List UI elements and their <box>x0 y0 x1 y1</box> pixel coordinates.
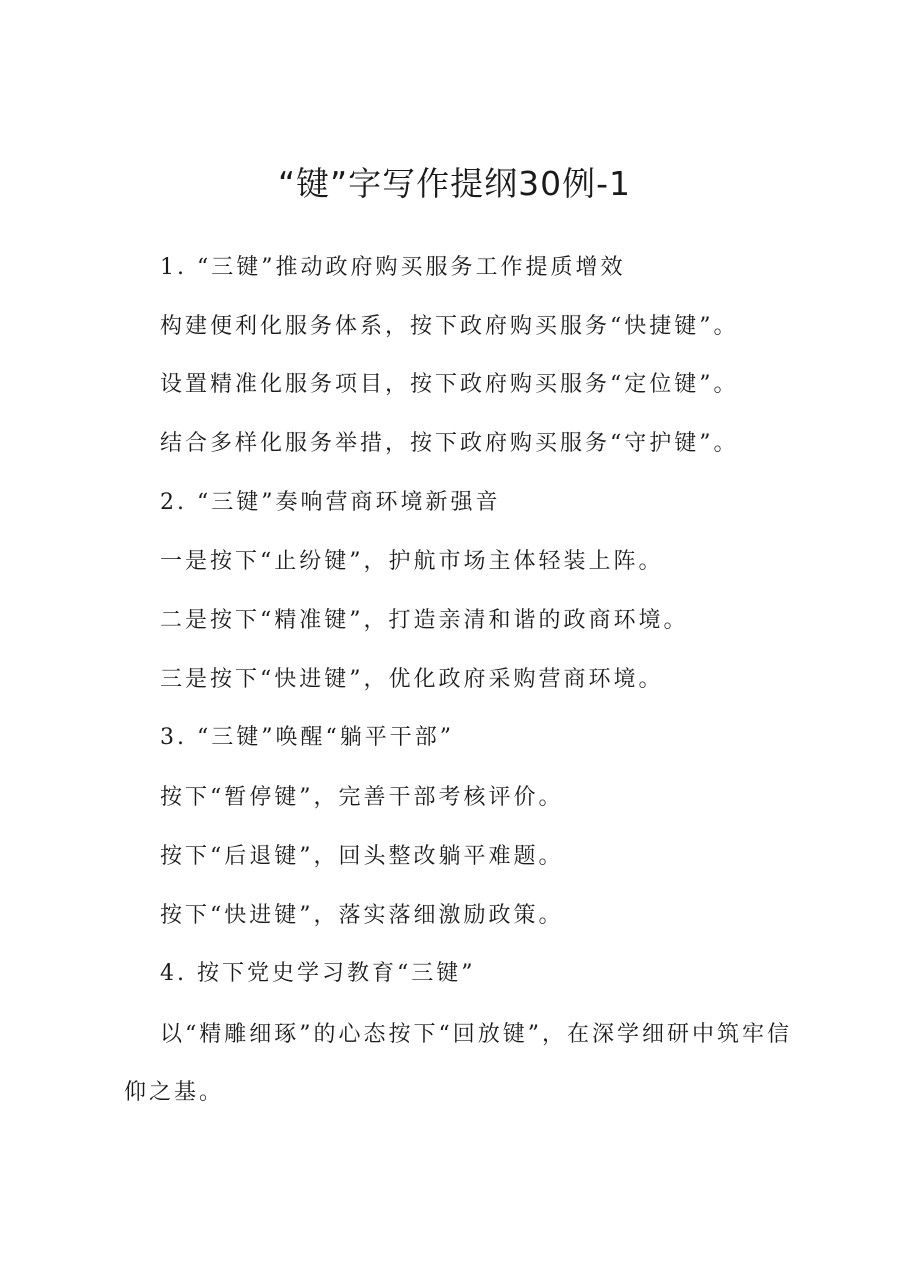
heading-3: 3. “三键”唤醒“躺平干部” <box>160 725 454 750</box>
paragraph-line: 构建便利化服务体系，按下政府购买服务“快捷键”。 <box>160 314 739 339</box>
paragraph-line: 一是按下“止纷键”，护航市场主体轻装上阵。 <box>160 549 664 574</box>
paragraph-line: 按下“快进键”，落实落细激励政策。 <box>160 903 564 928</box>
paragraph-line: 二是按下“精准键”，打造亲清和谐的政商环境。 <box>160 608 689 633</box>
heading-2: 2. “三键”奏响营商环境新强音 <box>160 490 501 515</box>
paragraph-line: 按下“暂停键”，完善干部考核评价。 <box>160 785 564 810</box>
final-paragraph: 以“精雕细琢”的心态按下“回放键”，在深学细研中筑牢信仰之基。 <box>124 1022 792 1105</box>
heading-4: 4. 按下党史学习教育“三键” <box>160 961 476 986</box>
paragraph-line: 按下“后退键”，回头整改躺平难题。 <box>160 844 564 869</box>
document-title: “键”字写作提纲30例-1 <box>277 164 632 203</box>
paragraph-line: 结合多样化服务举措，按下政府购买服务“守护键”。 <box>160 431 739 456</box>
paragraph-line: 三是按下“快进键”，优化政府采购营商环境。 <box>160 667 664 692</box>
paragraph-line: 设置精准化服务项目，按下政府购买服务“定位键”。 <box>160 372 739 397</box>
heading-1: 1. “三键”推动政府购买服务工作提质增效 <box>160 255 626 280</box>
